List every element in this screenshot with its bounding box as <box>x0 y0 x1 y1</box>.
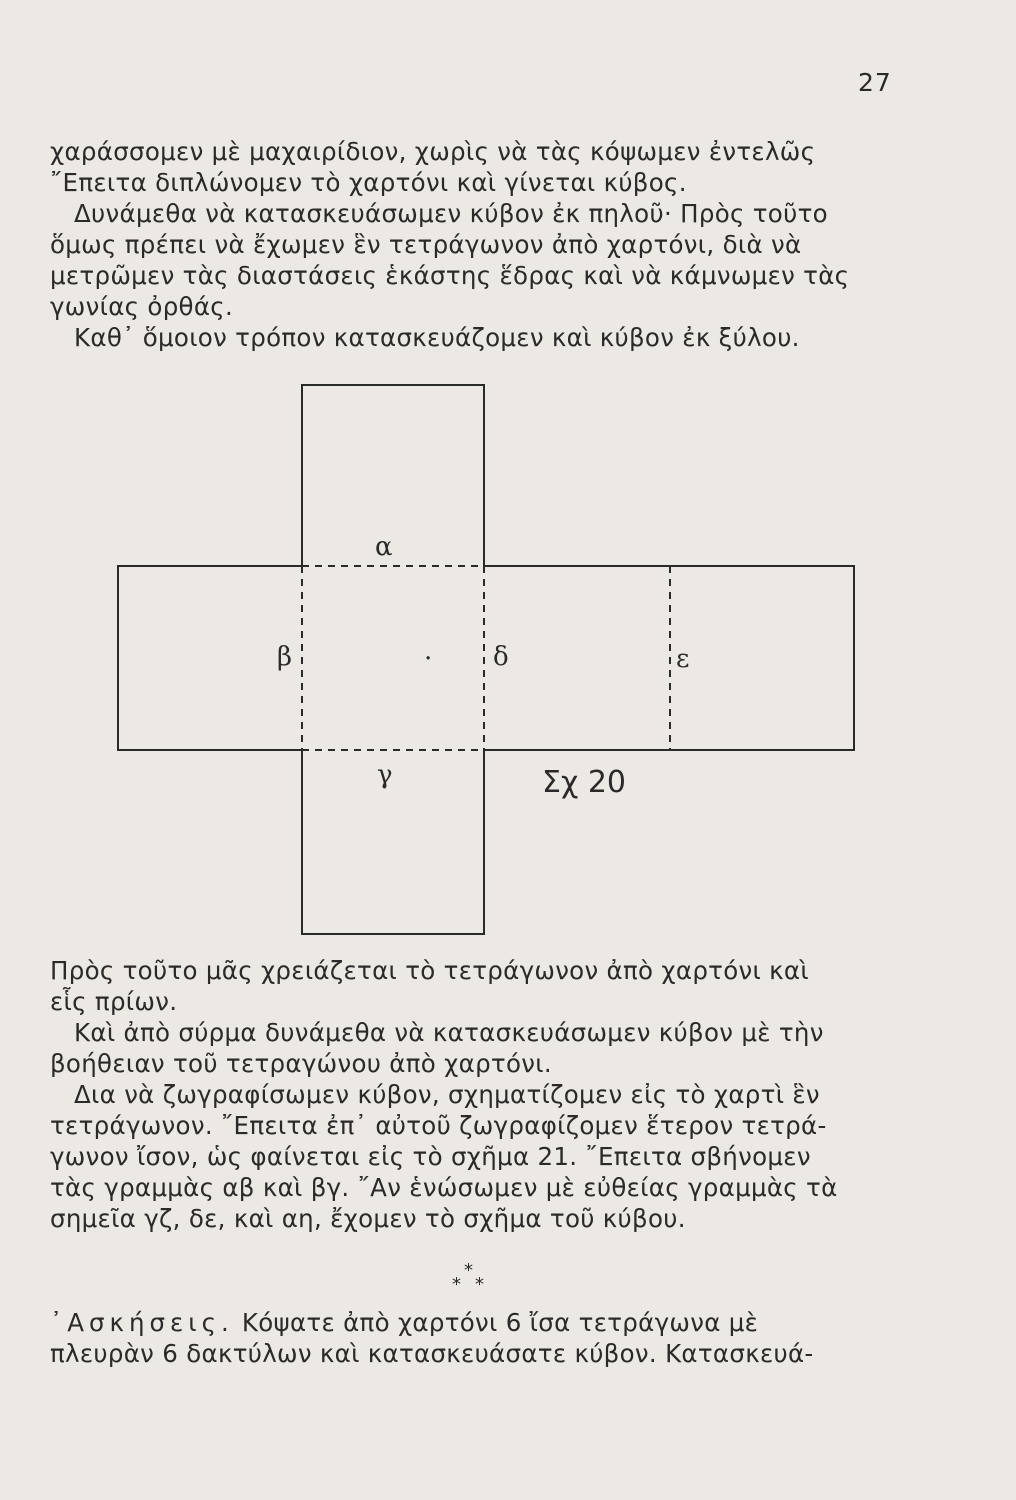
cube-net-outline <box>118 385 854 934</box>
text-line: ὅμως πρέπει νὰ ἔχωμεν ἓν τετράγωνον ἀπὸ χαρτόνι, διὰ νὰ <box>50 230 802 259</box>
exercise-line2: πλευρὰν 6 δακτύλων καὶ κατασκευάσατε κύβον. Κατασκευά- <box>50 1339 814 1368</box>
exercise-line1: Κόψατε ἀπὸ χαρτόνι 6 ἴσα τετράγωνα μὲ <box>241 1308 759 1337</box>
text-line: τετράγωνον. ῎Επειτα ἐπ᾿ αὐτοῦ ζωγραφίζομεν ἕτερον τετρά- <box>50 1111 827 1140</box>
text-line: Καθ᾿ ὅμοιον τρόπον κατασκευάζομεν καὶ κύβον ἐκ ξύλου. <box>74 323 800 352</box>
asterisk-right: * <box>475 1274 484 1295</box>
exercise-section <box>50 1307 930 1369</box>
text-line: γωνίας ὀρθάς. <box>50 292 234 321</box>
asterism <box>445 1258 495 1302</box>
exercise-heading: ᾿Ασκήσεις. <box>50 1308 234 1337</box>
asterisk-top: * <box>464 1260 473 1281</box>
text-line: εἷς πρίων. <box>50 987 178 1016</box>
text-line: γωνον ἴσον, ὡς φαίνεται εἰς τὸ σχῆμα 21. ῎Επειτα σβήνομεν <box>50 1142 811 1171</box>
text-line: Καὶ ἀπὸ σύρμα δυνάμεθα νὰ κατασκευάσωμεν κύβον μὲ τὴν <box>74 1018 824 1047</box>
asterisk-left: * <box>452 1274 461 1295</box>
text-line: χαράσσομεν μὲ μαχαιρίδιον, χωρὶς νὰ τὰς κόψωμεν ἐντελῶς <box>50 137 816 166</box>
text-line: μετρῶμεν τὰς διαστάσεις ἑκάστης ἕδρας καὶ νὰ κάμνωμεν τὰς <box>50 261 850 290</box>
paragraph-bottom <box>50 955 930 1234</box>
label-epsilon: ε <box>676 644 690 674</box>
label-alpha: α <box>375 532 393 562</box>
text-line: τὰς γραμμὰς αβ καὶ βγ. ῎Αν ἑνώσωμεν μὲ εὐθείας γραμμὰς τὰ <box>50 1173 838 1202</box>
text-line: Πρὸς τοῦτο μᾶς χρειάζεται τὸ τετράγωνον ἀπὸ χαρτόνι καὶ <box>50 956 809 985</box>
text-line: Δια νὰ ζωγραφίσωμεν κύβον, σχηματίζομεν εἰς τὸ χαρτὶ ἓν <box>74 1080 820 1109</box>
label-delta: δ <box>493 642 509 672</box>
label-gamma: γ <box>377 760 393 790</box>
text-line: ῎Επειτα διπλώνομεν τὸ χαρτόνι καὶ γίνεται κύβος. <box>50 168 687 197</box>
page-number: 27 <box>858 68 892 97</box>
label-dot: . <box>424 636 433 666</box>
figure-caption: Σχ 20 <box>542 765 626 800</box>
text-line: Δυνάμεθα νὰ κατασκευάσωμεν κύβον ἐκ πηλοῦ· Πρὸς τοῦτο <box>74 199 828 228</box>
text-line: σημεῖα γζ, δε, καὶ αη, ἔχομεν τὸ σχῆμα τοῦ κύβου. <box>50 1204 686 1233</box>
label-beta: β <box>277 642 293 672</box>
text-line: βοήθειαν τοῦ τετραγώνου ἀπὸ χαρτόνι. <box>50 1049 552 1078</box>
